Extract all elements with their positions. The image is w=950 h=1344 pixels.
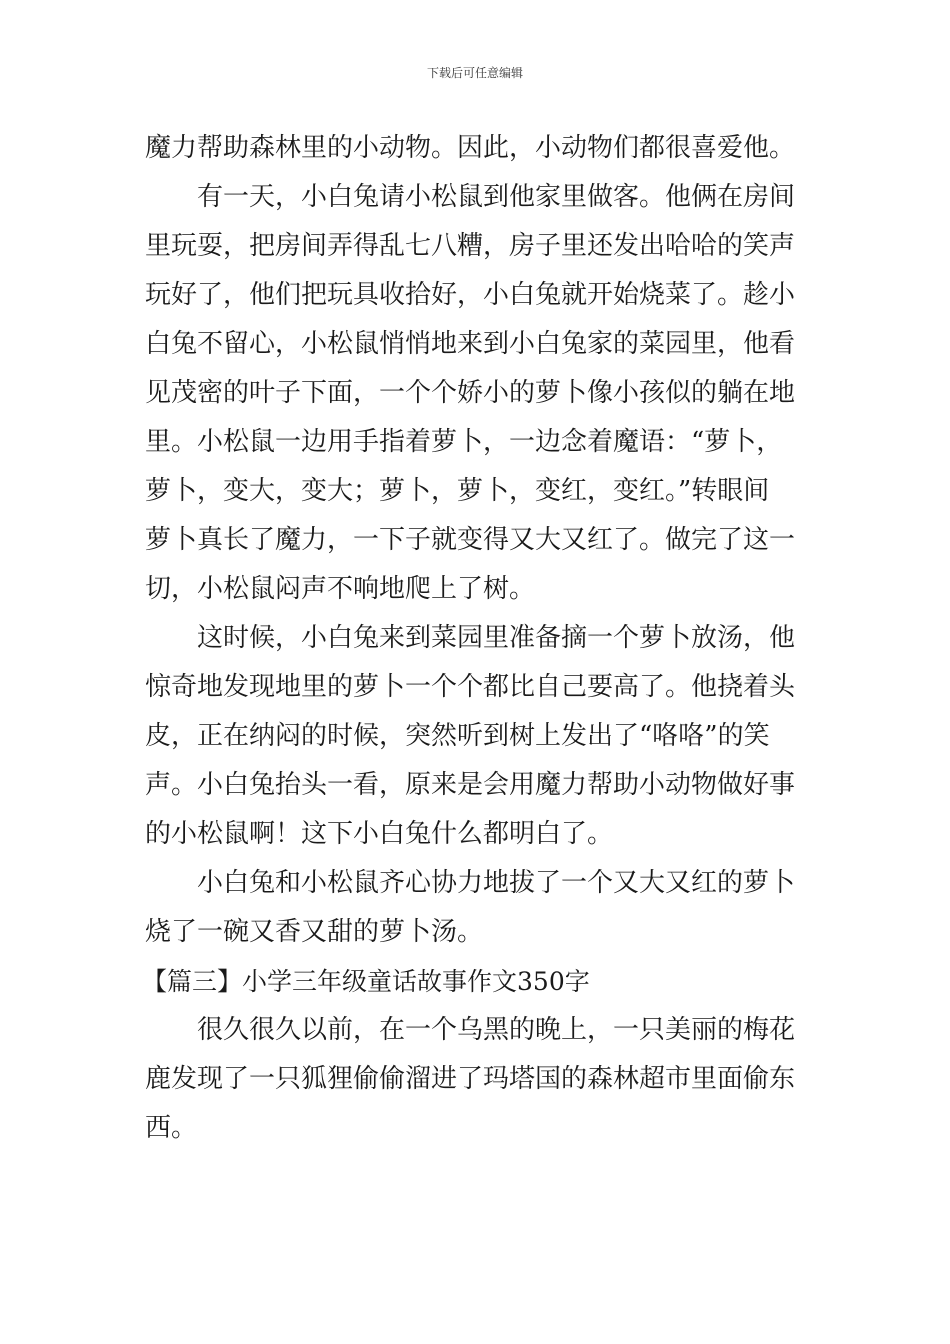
- text-line: 烧了一碗又香又甜的萝卜汤。: [145, 917, 484, 947]
- text-line: 小白兔和小松鼠齐心协力地拔了一个又大又红的萝卜: [197, 868, 796, 898]
- text-line: 的小松鼠啊！这下小白兔什么都明白了。: [145, 819, 614, 849]
- text-line: 有一天，小白兔请小松鼠到他家里做客。他俩在房间: [197, 182, 796, 212]
- section-heading: 【篇三】小学三年级童话故事作文350字: [142, 967, 590, 996]
- page-header: 下载后可任意编辑: [426, 66, 523, 80]
- text-line: 萝卜真长了魔力，一下子就变得又大又红了。做完了这一: [145, 525, 796, 555]
- text-line: 鹿发现了一只狐狸偷偷溜进了玛塔国的森林超市里面偷东: [145, 1064, 796, 1094]
- text-line: 白兔不留心，小松鼠悄悄地来到小白兔家的菜园里，他看: [145, 329, 796, 359]
- text-line: 里。小松鼠一边用手指着萝卜，一边念着魔语：“萝卜，: [145, 427, 783, 457]
- text-line: 见茂密的叶子下面，一个个娇小的萝卜像小孩似的躺在地: [145, 378, 796, 408]
- text-line: 皮，正在纳闷的时候，突然听到树上发出了“咯咯”的笑: [145, 721, 770, 751]
- text-line: 西。: [145, 1113, 198, 1143]
- text-line: 切，小松鼠闷声不响地爬上了树。: [145, 574, 536, 604]
- text-line: 玩好了，他们把玩具收拾好，小白兔就开始烧菜了。趁小: [145, 280, 796, 310]
- text-line: 很久很久以前，在一个乌黑的晚上，一只美丽的梅花: [197, 1015, 796, 1045]
- text-line: 惊奇地发现地里的萝卜一个个都比自己要高了。他挠着头: [145, 672, 796, 702]
- text-line: 萝卜，变大，变大；萝卜，萝卜，变红，变红。”转眼间: [145, 476, 770, 506]
- text-line: 声。小白兔抬头一看，原来是会用魔力帮助小动物做好事: [145, 770, 796, 800]
- text-line: 里玩耍，把房间弄得乱七八糟，房子里还发出哈哈的笑声: [145, 231, 796, 261]
- text-line: 魔力帮助森林里的小动物。因此，小动物们都很喜爱他。: [145, 133, 796, 163]
- text-line: 这时候，小白兔来到菜园里准备摘一个萝卜放汤，他: [197, 623, 796, 653]
- document-body: [142, 124, 807, 1153]
